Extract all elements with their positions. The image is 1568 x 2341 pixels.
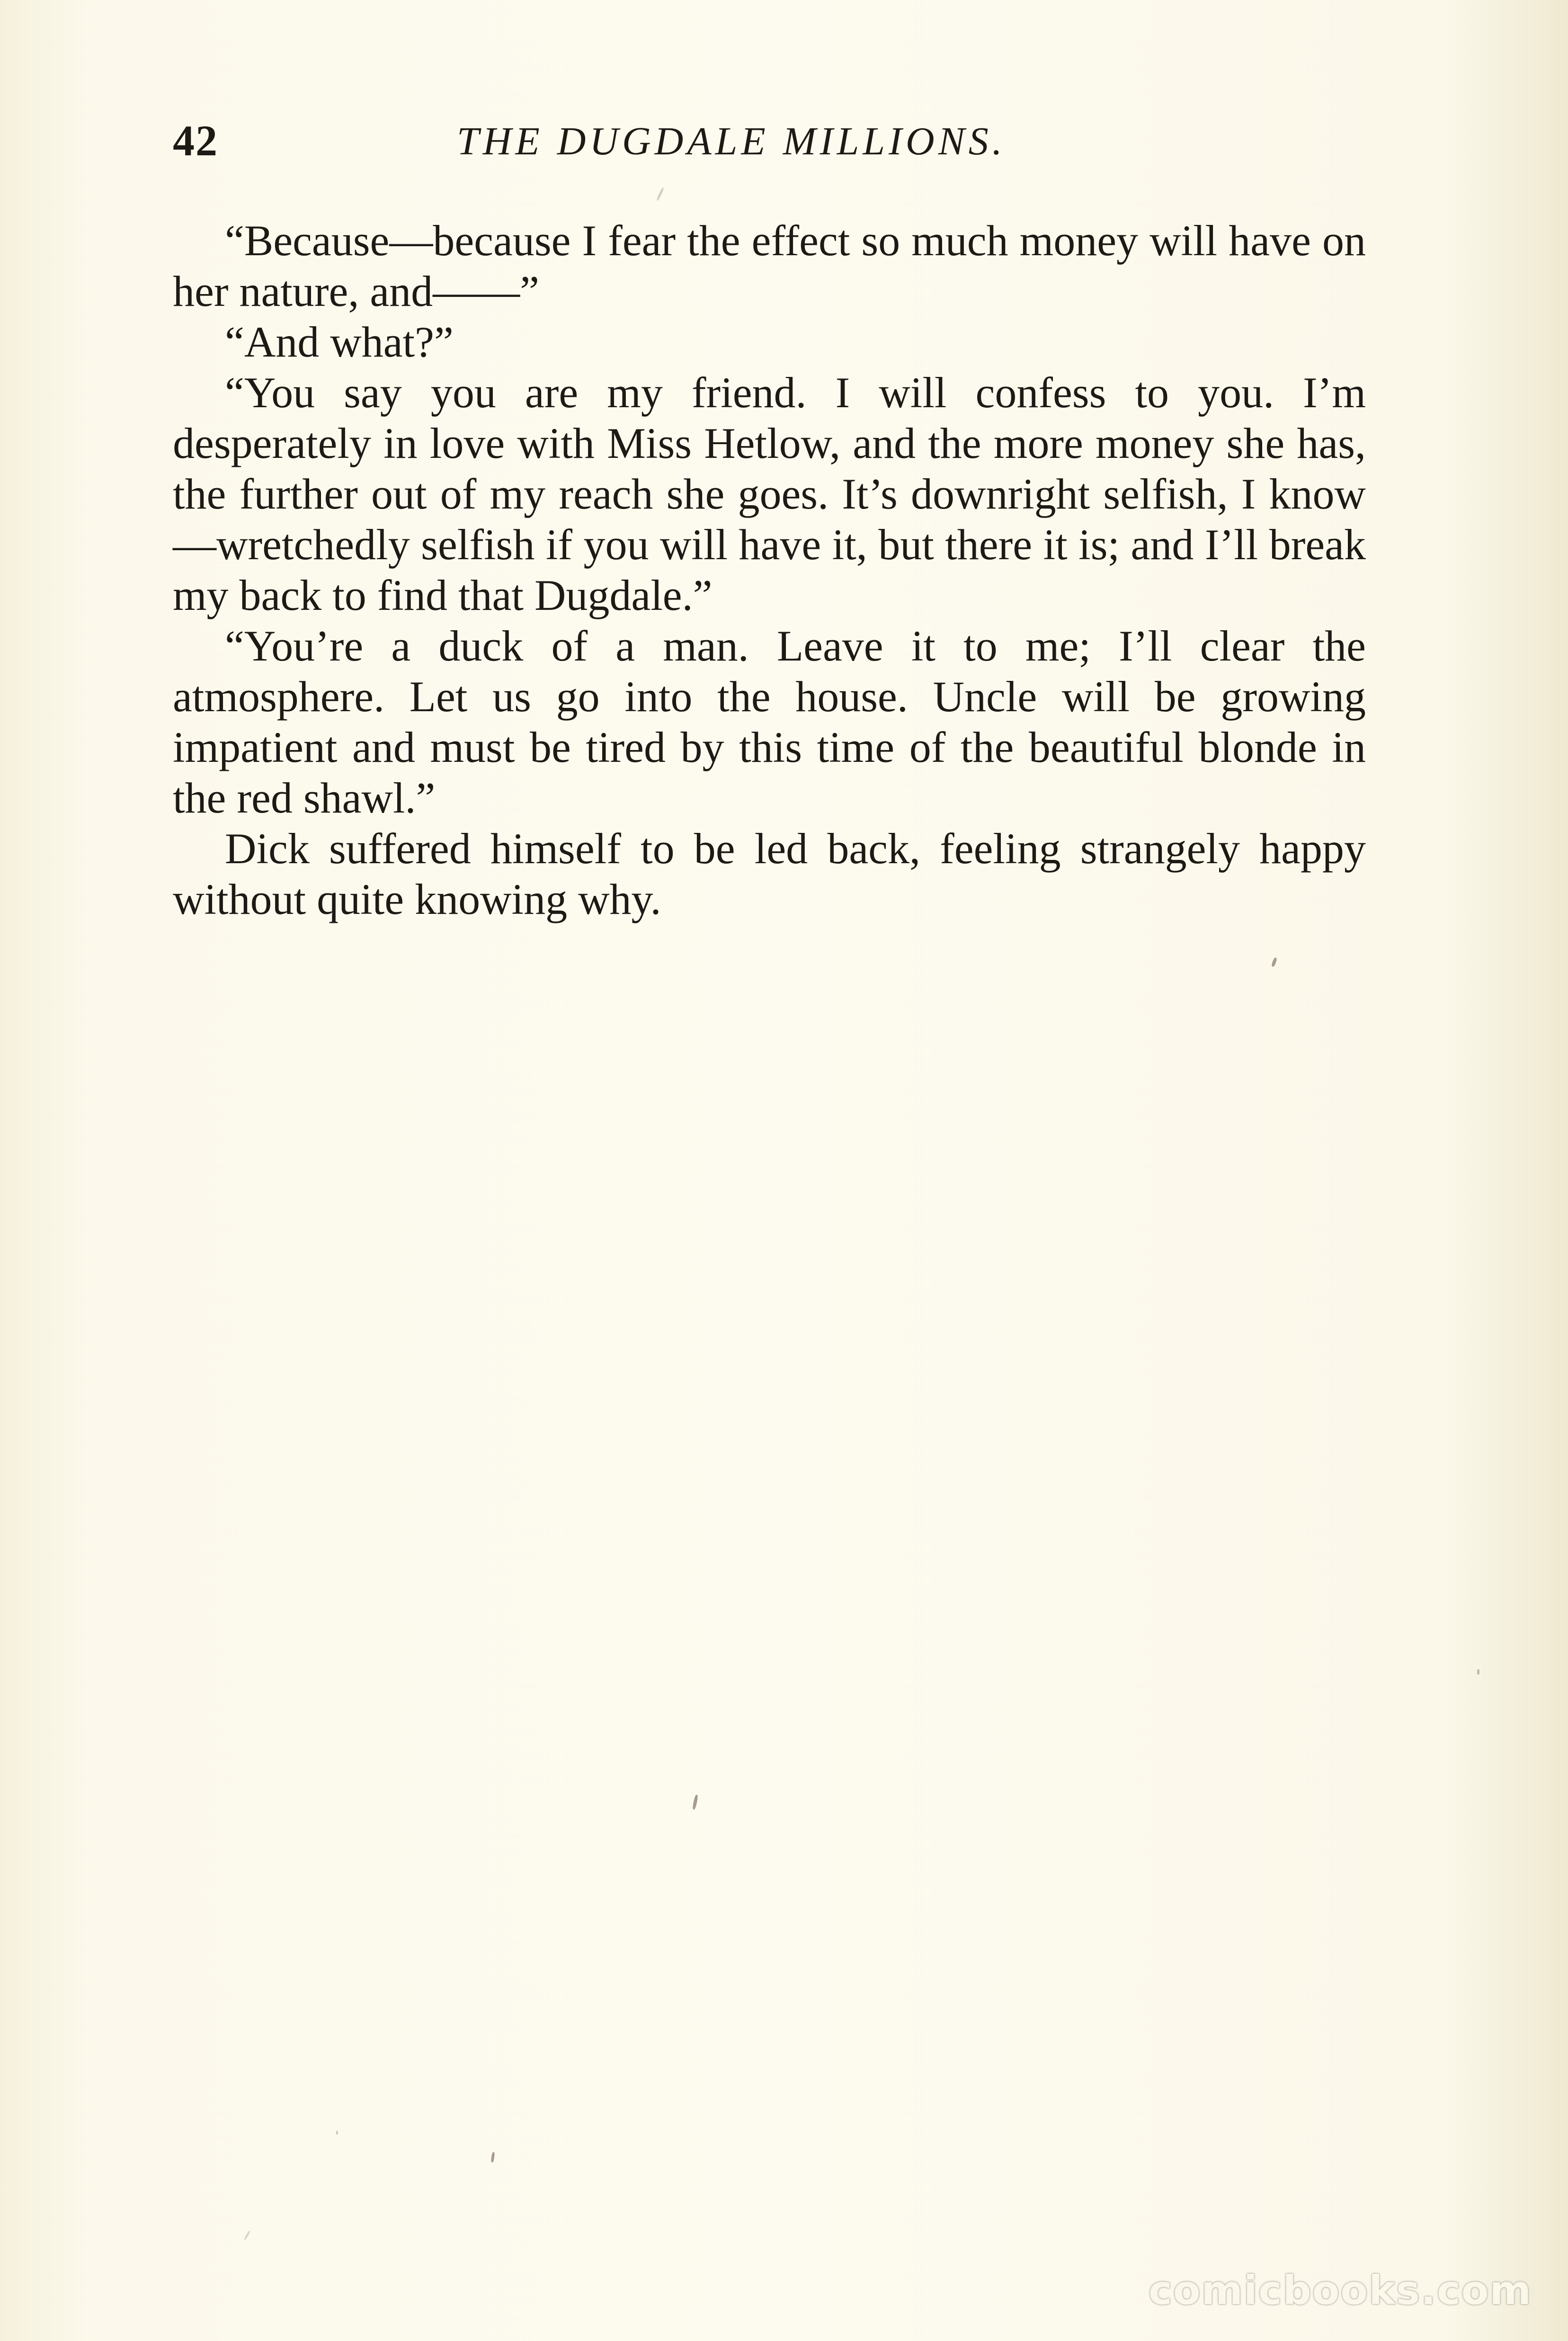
running-title: THE DUGDALE MILLIONS. [457,119,1006,163]
paragraph: “And what?” [225,318,454,366]
paper-speck [656,187,664,201]
paragraph: “Because—because I fear the effect so much money will have on her nature, and——” [173,216,1366,315]
paper-speck [1477,1669,1479,1675]
paper-speck [490,2152,495,2163]
page-number: 42 [173,116,218,165]
body-text [173,215,1366,925]
page-header [173,109,1366,175]
paper-speck [244,2230,250,2240]
paragraph: “You’re a duck of a man. Leave it to me; I’ll clear the atmosphere. Let us go into the house. Uncle will be growing impatient and must be tired by this time of the beautiful blonde in the red shawl.” [173,622,1366,822]
paragraph: “You say you are my friend. I will confess to you. I’m desperately in love with Miss Hetlow, and the more money she has, the further out of my reach she goes. It’s downright selfish, I know—wretchedly selfish if you will have it, but there it is; and I’ll break my back to find that Dugdale.” [173,368,1366,619]
watermark-logo: comicbooks.com [1149,2267,1532,2314]
paper-speck [1271,957,1277,967]
paper-speck [336,2131,338,2135]
paragraph: Dick suffered himself to be led back, feeling strangely happy without quite knowing why. [173,824,1366,923]
paper-speck [692,1795,699,1810]
